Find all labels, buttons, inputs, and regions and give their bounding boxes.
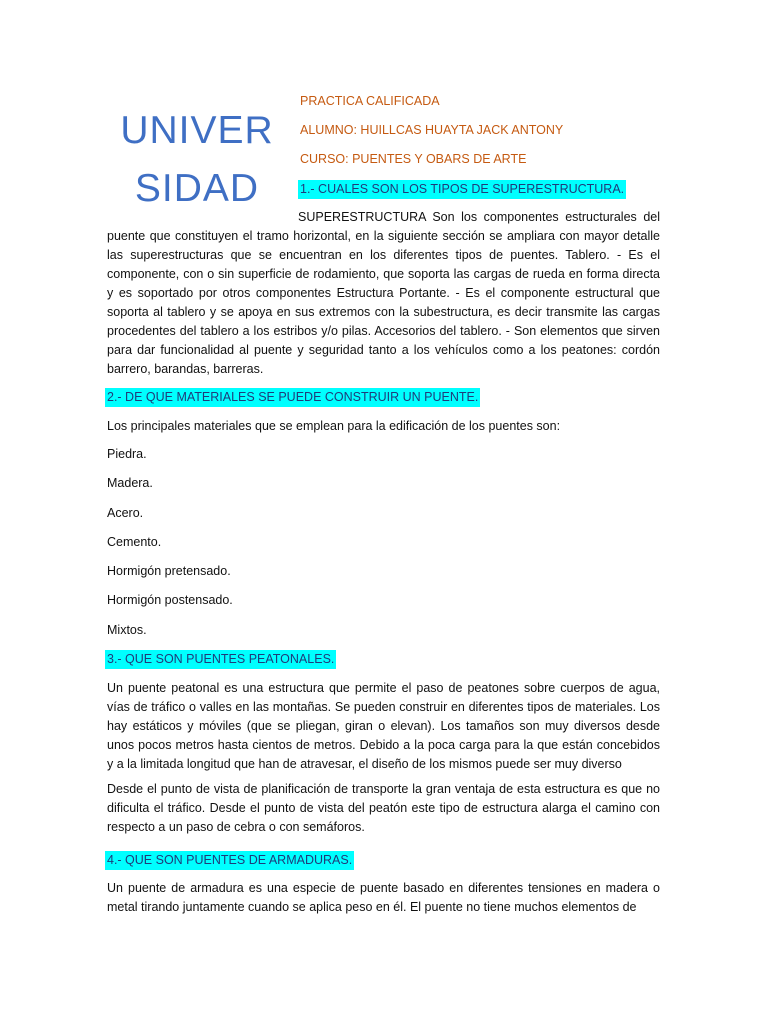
- logo-line-2: SIDAD: [134, 167, 260, 210]
- materials-list: [107, 445, 233, 650]
- question-4-heading: 4.- QUE SON PUENTES DE ARMADURAS.: [105, 851, 354, 870]
- list-item: Cemento.: [107, 534, 162, 549]
- question-1-heading: 1.- CUALES SON LOS TIPOS DE SUPERESTRUCTURA.: [298, 180, 626, 199]
- question-2-wrapper: [105, 388, 480, 406]
- question-4-wrapper: [105, 851, 354, 869]
- list-item: Piedra.: [107, 447, 147, 461]
- question-3-wrapper: [105, 650, 336, 668]
- header-practice: PRACTICA CALIFICADA: [300, 94, 440, 108]
- list-item: Madera.: [107, 476, 153, 491]
- list-item: Hormigón postensado.: [107, 593, 233, 608]
- header-course: CURSO: PUENTES Y OBARS DE ARTE: [300, 152, 527, 166]
- paragraph-peatonales-1: Un puente peatonal es una estructura que permite el paso de peatones sobre cuerpos de agua, vías de tráfico o valles en las montañas. Se pueden construir en diferentes tipos de materiales. Los hay estáticos y móviles (que se pliegan, giran o elevan). Los tamaños son muy diversos desde unos pocos metros hasta cientos de metros. Debido a la poca carga para la que están concebidos y a la limitada longitud que han de atravesar, el diseño de los mismos puede ser muy diverso: [107, 681, 660, 771]
- question-1-wrapper: [298, 180, 626, 198]
- list-item: Acero.: [107, 505, 144, 520]
- paragraph-armaduras: Un puente de armadura es una especie de puente basado en diferentes tensiones en madera o metal tirando juntamente cuando se aplica peso en él. El puente no tiene muchos elementos de: [107, 881, 660, 914]
- logo-line-1: UNIVER: [120, 109, 274, 152]
- question-2-heading: 2.- DE QUE MATERIALES SE PUEDE CONSTRUIR UN PUENTE.: [105, 388, 480, 407]
- paragraph-superestructura: SUPERESTRUCTURA Son los componentes estructurales del puente que constituyen el tramo horizontal, en la siguiente sección se ampliara con mayor detalle las superestructuras que se encuentran en los diferentes tipos de puentes. Tablero. - Es el componente, con o sin superficie de rodamiento, que soporta las cargas de rueda en forma directa y es soportado por otros componentes Estructura Portante. - Es el componente estructural que soporta al tablero y se apoya en sus extremos con la subestructura, es decir transmite las cargas procedentes del tablero a los estribos y/o pilas. Accesorios del tablero. - Son elementos que sirven para dar funcionalidad al puente y seguridad tanto a los vehículos como a los peatones: cordón barrero, barandas, barreras.: [107, 210, 660, 376]
- paragraph-peatonales-2: Desde el punto de vista de planificación de transporte la gran ventaja de esta estructura es que no dificulta el tráfico. Desde el punto de vista del peatón este tipo de estructura alarga el camino con respecto a un paso de cebra o con semáforos.: [107, 782, 660, 834]
- list-item: Mixtos.: [107, 622, 147, 637]
- list-item: Hormigón pretensado.: [107, 564, 231, 579]
- question-3-heading: 3.- QUE SON PUENTES PEATONALES.: [105, 650, 336, 669]
- paragraph-materiales-intro: Los principales materiales que se emplean para la edificación de los puentes son:: [107, 419, 561, 433]
- header-student: ALUMNO: HUILLCAS HUAYTA JACK ANTONY: [300, 123, 564, 137]
- university-logo: [112, 102, 282, 218]
